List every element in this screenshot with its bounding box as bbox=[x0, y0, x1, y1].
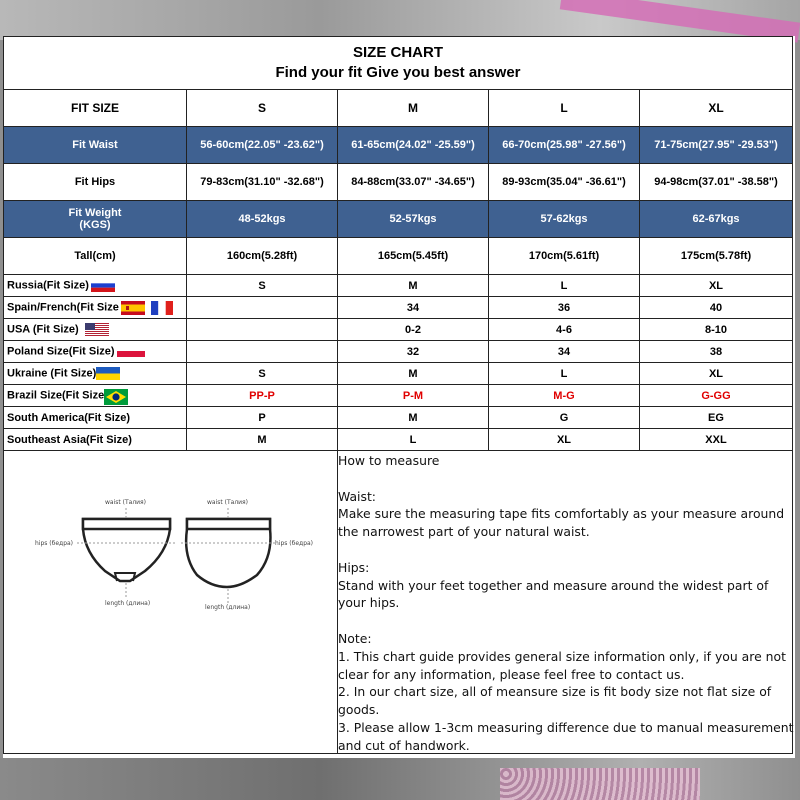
cell: 52-57kgs bbox=[338, 201, 489, 238]
cell: 175cm(5.78ft) bbox=[640, 238, 793, 275]
note-line: 3. Please allow 1-3cm measuring difference due to manual measurement bbox=[338, 719, 794, 735]
cell: XL bbox=[640, 275, 793, 297]
cell: 36 bbox=[489, 297, 640, 319]
region-label: Ukraine (Fit Size) bbox=[7, 367, 97, 380]
cell: 32 bbox=[338, 341, 489, 363]
cell: XL bbox=[640, 363, 793, 385]
cell: G-GG bbox=[640, 385, 793, 407]
cell: 94-98cm(37.01" -38.58") bbox=[640, 164, 793, 201]
front-panties-icon bbox=[77, 508, 175, 599]
cell: 89-93cm(35.04" -36.61") bbox=[489, 164, 640, 201]
cell: 8-10 bbox=[640, 319, 793, 341]
region-label: Brazil Size(Fit Size bbox=[7, 389, 105, 402]
row-brazil bbox=[4, 385, 793, 407]
row-usa bbox=[4, 319, 793, 341]
how-to-measure-text bbox=[338, 452, 794, 757]
cell: 165cm(5.45ft) bbox=[338, 238, 489, 275]
cell bbox=[187, 341, 338, 363]
column-header-m: M bbox=[338, 90, 489, 127]
measurement-diagram bbox=[5, 453, 337, 756]
cell: M bbox=[338, 407, 489, 429]
cell: S bbox=[187, 363, 338, 385]
region-label: USA (Fit Size) bbox=[7, 323, 79, 336]
russia-flag-icon bbox=[91, 279, 115, 292]
cell: M bbox=[187, 429, 338, 451]
hips-text-line: your hips. bbox=[338, 595, 400, 611]
cell: L bbox=[489, 363, 640, 385]
row-label: Tall(cm) bbox=[4, 238, 187, 275]
cell: P-M bbox=[338, 385, 489, 407]
cell: L bbox=[489, 275, 640, 297]
hips-label-right: hips (бедра) bbox=[275, 540, 314, 547]
row-poland bbox=[4, 341, 793, 363]
brazil-flag-icon bbox=[104, 389, 128, 402]
cell: XXL bbox=[640, 429, 793, 451]
row-label bbox=[4, 319, 187, 341]
waist-title: Waist: bbox=[338, 488, 376, 504]
ukraine-flag-icon bbox=[96, 367, 120, 380]
cell: L bbox=[338, 429, 489, 451]
cell: XL bbox=[489, 429, 640, 451]
note-line: clear for any information, please feel free to contact us. bbox=[338, 666, 685, 682]
waist-text-line: the narrowest part of your natural waist. bbox=[338, 524, 590, 540]
note-line: 1. This chart guide provides general size information only, if you are not bbox=[338, 648, 786, 664]
row-label-line2: (KGS) bbox=[79, 219, 111, 231]
row-fit-waist bbox=[4, 127, 793, 164]
usa-flag-icon bbox=[85, 323, 109, 336]
spacer bbox=[338, 470, 794, 488]
row-label: Fit Waist bbox=[4, 127, 187, 164]
column-header-s: S bbox=[187, 90, 338, 127]
chart-title: SIZE CHART bbox=[353, 44, 443, 61]
row-label: Southeast Asia(Fit Size) bbox=[4, 429, 187, 451]
row-label: Fit Hips bbox=[4, 164, 187, 201]
cell bbox=[187, 319, 338, 341]
row-label bbox=[4, 275, 187, 297]
note-title: Note: bbox=[338, 630, 372, 646]
cell: 170cm(5.61ft) bbox=[489, 238, 640, 275]
cell: 61-65cm(24.02" -25.59") bbox=[338, 127, 489, 164]
region-label: Poland Size(Fit Size) bbox=[7, 345, 115, 358]
row-label bbox=[4, 297, 187, 319]
cell: 84-88cm(33.07" -34.65") bbox=[338, 164, 489, 201]
spacer bbox=[338, 612, 794, 630]
cell: 34 bbox=[489, 341, 640, 363]
cell: S bbox=[187, 275, 338, 297]
poland-flag-icon bbox=[117, 345, 145, 358]
note-line: 2. In our chart size, all of meansure size is fit body size not flat size of bbox=[338, 684, 772, 700]
region-label: Russia(Fit Size) bbox=[7, 279, 89, 292]
chart-subtitle: Find your fit Give you best answer bbox=[275, 64, 521, 81]
cell: 66-70cm(25.98" -27.56") bbox=[489, 127, 640, 164]
hips-text-line: Stand with your feet together and measure around the widest part of bbox=[338, 577, 769, 593]
cell bbox=[187, 297, 338, 319]
row-spain-france bbox=[4, 297, 793, 319]
cell: G bbox=[489, 407, 640, 429]
row-label bbox=[4, 341, 187, 363]
spain-flag-icon bbox=[121, 301, 145, 314]
row-south-america bbox=[4, 407, 793, 429]
row-ukraine bbox=[4, 363, 793, 385]
cell: M bbox=[338, 275, 489, 297]
cell: 57-62kgs bbox=[489, 201, 640, 238]
row-tall bbox=[4, 238, 793, 275]
waist-label-left: waist (Талия) bbox=[105, 499, 147, 506]
length-label-right: length (длина) bbox=[205, 604, 251, 611]
cell: M-G bbox=[489, 385, 640, 407]
cell: 48-52kgs bbox=[187, 201, 338, 238]
row-fit-weight bbox=[4, 201, 793, 238]
cell: 62-67kgs bbox=[640, 201, 793, 238]
row-russia bbox=[4, 275, 793, 297]
note-line: goods. bbox=[338, 702, 380, 718]
cell: 160cm(5.28ft) bbox=[187, 238, 338, 275]
cell: 40 bbox=[640, 297, 793, 319]
column-header-fit-size: FIT SIZE bbox=[4, 90, 187, 127]
row-label: South America(Fit Size) bbox=[4, 407, 187, 429]
cell: PP-P bbox=[187, 385, 338, 407]
length-label-left: length (длина) bbox=[105, 600, 151, 607]
row-label bbox=[4, 385, 187, 407]
row-southeast-asia bbox=[4, 429, 793, 451]
france-flag-icon bbox=[151, 301, 173, 314]
note-line: and cut of handwork. bbox=[338, 737, 470, 753]
row-fit-hips bbox=[4, 164, 793, 201]
cell: 38 bbox=[640, 341, 793, 363]
cell: 71-75cm(27.95" -29.53") bbox=[640, 127, 793, 164]
cell: P bbox=[187, 407, 338, 429]
cell: 56-60cm(22.05" -23.62") bbox=[187, 127, 338, 164]
chart-title-cell bbox=[4, 37, 793, 90]
cell: 4-6 bbox=[489, 319, 640, 341]
column-header-xl: XL bbox=[640, 90, 793, 127]
waist-text-line: Make sure the measuring tape fits comfortably as your measure around bbox=[338, 506, 785, 522]
background-lace bbox=[500, 768, 700, 800]
waist-label-right: waist (Талия) bbox=[207, 499, 249, 506]
hips-title: Hips: bbox=[338, 559, 370, 575]
cell: 34 bbox=[338, 297, 489, 319]
cell: EG bbox=[640, 407, 793, 429]
cell: 79-83cm(31.10" -32.68") bbox=[187, 164, 338, 201]
hips-label-left: hips (бедра) bbox=[35, 540, 74, 547]
cell: 0-2 bbox=[338, 319, 489, 341]
howto-heading: How to measure bbox=[338, 453, 440, 468]
row-label bbox=[4, 363, 187, 385]
spacer bbox=[338, 541, 794, 559]
cell: M bbox=[338, 363, 489, 385]
region-label: Spain/French(Fit Size bbox=[7, 301, 119, 314]
column-header-l: L bbox=[489, 90, 640, 127]
row-label-line1: Fit Weight bbox=[68, 207, 122, 219]
row-label bbox=[4, 201, 187, 238]
back-panties-icon bbox=[181, 508, 275, 603]
panties-diagram bbox=[5, 453, 337, 756]
